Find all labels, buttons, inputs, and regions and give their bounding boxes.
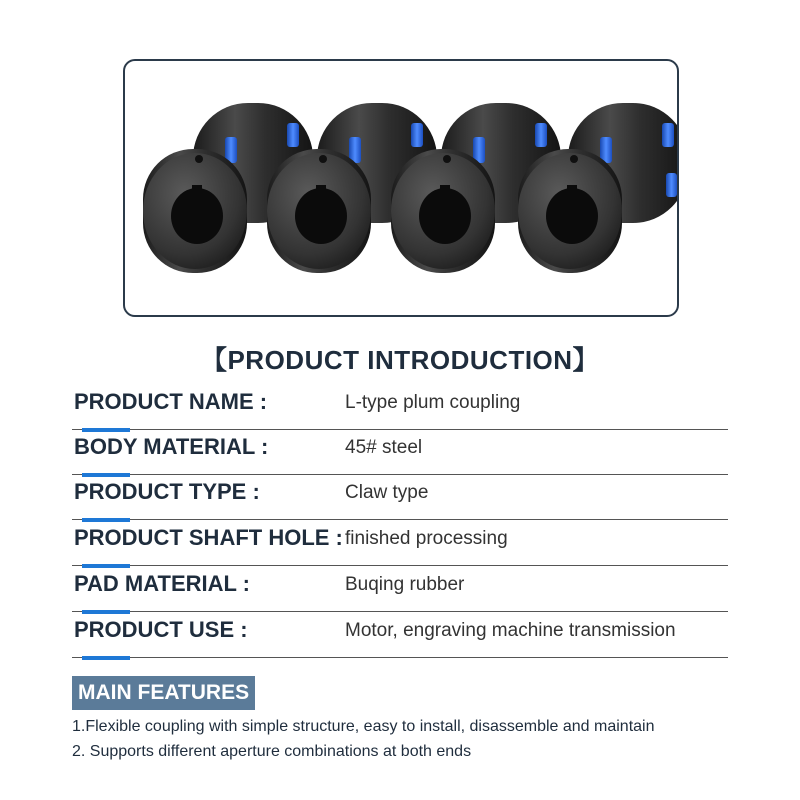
keyway bbox=[192, 185, 202, 195]
set-screw-hole bbox=[570, 155, 578, 163]
rubber-pad bbox=[287, 123, 299, 147]
spec-label: BODY MATERIAL : bbox=[74, 434, 269, 459]
rubber-pad bbox=[535, 123, 547, 147]
row-divider bbox=[72, 519, 728, 520]
spec-label: PRODUCT SHAFT HOLE : bbox=[74, 525, 343, 550]
shaft-bore bbox=[295, 188, 347, 244]
row-divider bbox=[72, 611, 728, 612]
rubber-pad bbox=[411, 123, 423, 147]
row-accent-bar bbox=[82, 656, 130, 660]
set-screw-hole bbox=[443, 155, 451, 163]
shaft-bore bbox=[171, 188, 223, 244]
spec-row bbox=[72, 613, 728, 658]
spec-value: Motor, engraving machine transmission bbox=[345, 620, 676, 641]
row-divider bbox=[72, 657, 728, 658]
spec-label: PRODUCT NAME : bbox=[74, 389, 268, 414]
spec-label: PRODUCT TYPE : bbox=[74, 479, 260, 504]
shaft-bore bbox=[419, 188, 471, 244]
spec-label: PAD MATERIAL : bbox=[74, 571, 250, 596]
spec-value: Buqing rubber bbox=[345, 574, 465, 595]
spec-row bbox=[72, 567, 728, 612]
features-heading: MAIN FEATURES bbox=[72, 676, 255, 710]
shaft-bore bbox=[546, 188, 598, 244]
couplings-group bbox=[143, 103, 677, 273]
spec-value: Claw type bbox=[345, 482, 429, 503]
spec-value: 45# steel bbox=[345, 437, 423, 458]
feature-item: 2. Supports different aperture combinations at both ends bbox=[72, 743, 472, 760]
spec-row bbox=[72, 430, 728, 475]
section-title: 【PRODUCT INTRODUCTION】 bbox=[200, 345, 600, 375]
rubber-pad bbox=[662, 123, 674, 147]
coupling-product-photo bbox=[125, 61, 677, 315]
spec-value: finished processing bbox=[345, 528, 508, 549]
spec-label: PRODUCT USE : bbox=[74, 617, 248, 642]
keyway bbox=[440, 185, 450, 195]
spec-row bbox=[72, 521, 728, 566]
product-photo-frame bbox=[123, 59, 679, 317]
rubber-pad bbox=[666, 173, 677, 197]
spec-row bbox=[72, 385, 728, 430]
set-screw-hole bbox=[195, 155, 203, 163]
spec-row bbox=[72, 475, 728, 520]
keyway bbox=[316, 185, 326, 195]
row-divider bbox=[72, 565, 728, 566]
feature-item: 1.Flexible coupling with simple structure, easy to install, disassemble and maintain bbox=[72, 718, 655, 735]
set-screw-hole bbox=[319, 155, 327, 163]
spec-value: L-type plum coupling bbox=[345, 392, 521, 413]
keyway bbox=[567, 185, 577, 195]
